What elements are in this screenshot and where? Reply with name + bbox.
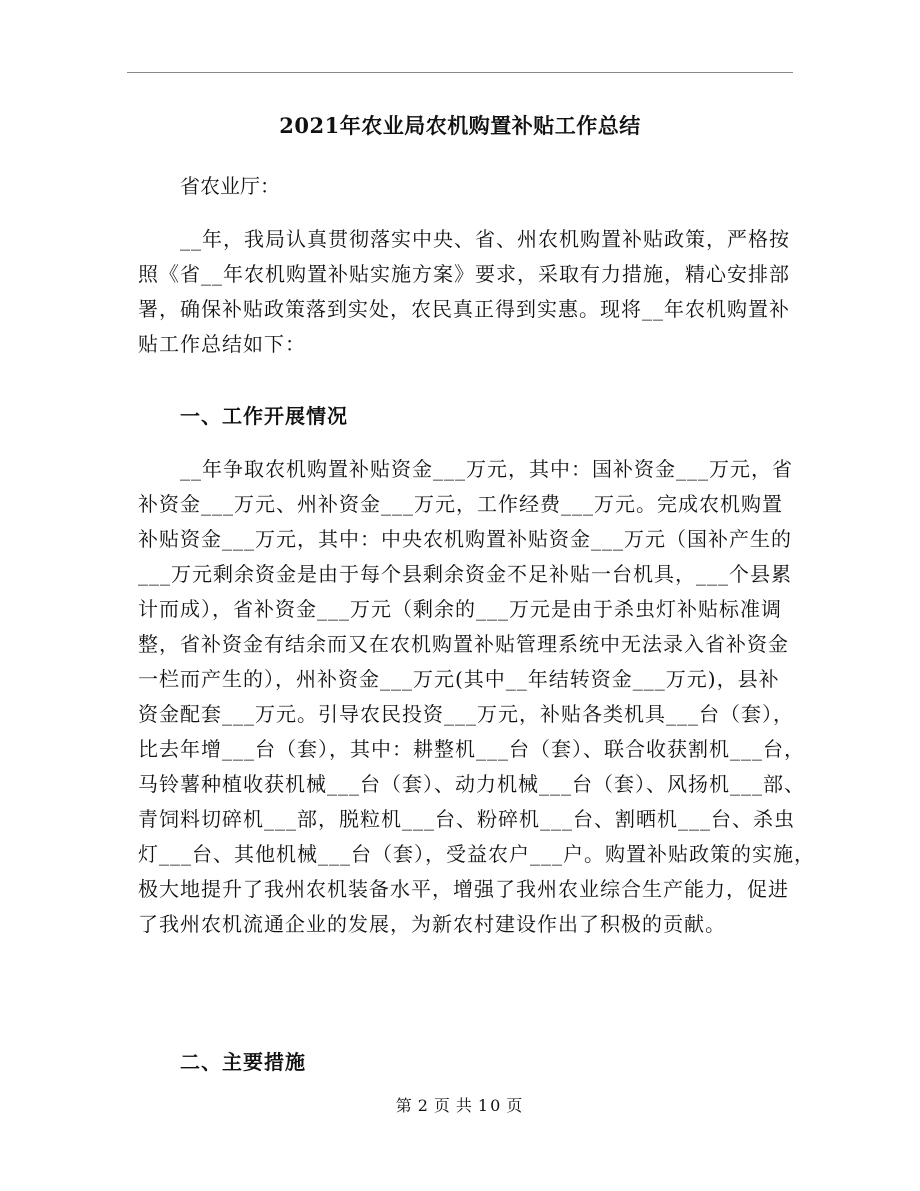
paragraph-line: 补资金___万元、州补资金___万元，工作经费___万元。完成农机购置	[138, 492, 783, 516]
total-page-number: 10	[477, 1096, 503, 1115]
page-footer	[0, 1094, 920, 1118]
paragraph-line: 计而成），省补资金___万元（剩余的___万元是由于杀虫灯补贴标准调	[138, 597, 782, 621]
paragraph-line: 比去年增___台（套），其中：耕整机___台（套）、联合收获割机___台，	[138, 737, 805, 761]
paragraph-line: 马铃薯种植收获机械___台（套）、动力机械___台（套）、风扬机___部、	[138, 772, 805, 796]
paragraph-line: __年，我局认真贯彻落实中央、省、州农机购置补贴政策，严格按	[180, 227, 790, 251]
section1-paragraph	[138, 452, 815, 942]
current-page-number: 2	[417, 1096, 430, 1115]
header-rule	[127, 72, 793, 73]
section-heading-2: 二、主要措施	[180, 1050, 306, 1074]
paragraph-line: 署，确保补贴政策落到实处，农民真正得到实惠。现将__年农机购置补	[138, 297, 790, 321]
paragraph-line: 资金配套___万元。引导农民投资___万元，补贴各类机具___台（套），	[138, 702, 794, 726]
paragraph-line: 极大地提升了我州农机装备水平，增强了我州农业综合生产能力，促进	[138, 877, 789, 901]
paragraph-line: 青饲料切碎机___部，脱粒机___台、粉碎机___台、割晒机___台、杀虫	[138, 807, 795, 831]
paragraph-line: ___万元剩余资金是由于每个县剩余资金不足补贴一台机具，___个县累	[138, 562, 792, 586]
intro-paragraph	[138, 222, 798, 362]
paragraph-line: 灯___台、其他机械___台（套），受益农户___户。购置补贴政策的实施，	[138, 842, 815, 866]
paragraph-line: 贴工作总结如下：	[138, 332, 306, 356]
paragraph-line: __年争取农机购置补贴资金___万元，其中：国补资金___万元，省	[180, 457, 793, 481]
paragraph-line: 整，省补资金有结余而又在农机购置补贴管理系统中无法录入省补资金	[138, 632, 789, 656]
salutation: 省农业厅：	[180, 174, 280, 198]
paragraph-line: 照《省__年农机购置补贴实施方案》要求，采取有力措施，精心安排部	[138, 262, 790, 286]
footer-label: 页	[433, 1096, 452, 1115]
footer-label: 页	[506, 1096, 525, 1115]
footer-label: 第	[395, 1096, 414, 1115]
paragraph-line: 了我州农机流通企业的发展，为新农村建设作出了积极的贡献。	[138, 912, 726, 936]
document-title: 2021年农业局农机购置补贴工作总结	[279, 113, 641, 138]
paragraph-line: 一栏而产生的），州补资金___万元(其中__年结转资金___万元)，县补	[138, 667, 780, 691]
footer-label: 共	[455, 1096, 474, 1115]
section-heading-1: 一、工作开展情况	[180, 404, 348, 428]
paragraph-line: 补贴资金___万元，其中：中央农机购置补贴资金___万元（国补产生的	[138, 527, 792, 551]
